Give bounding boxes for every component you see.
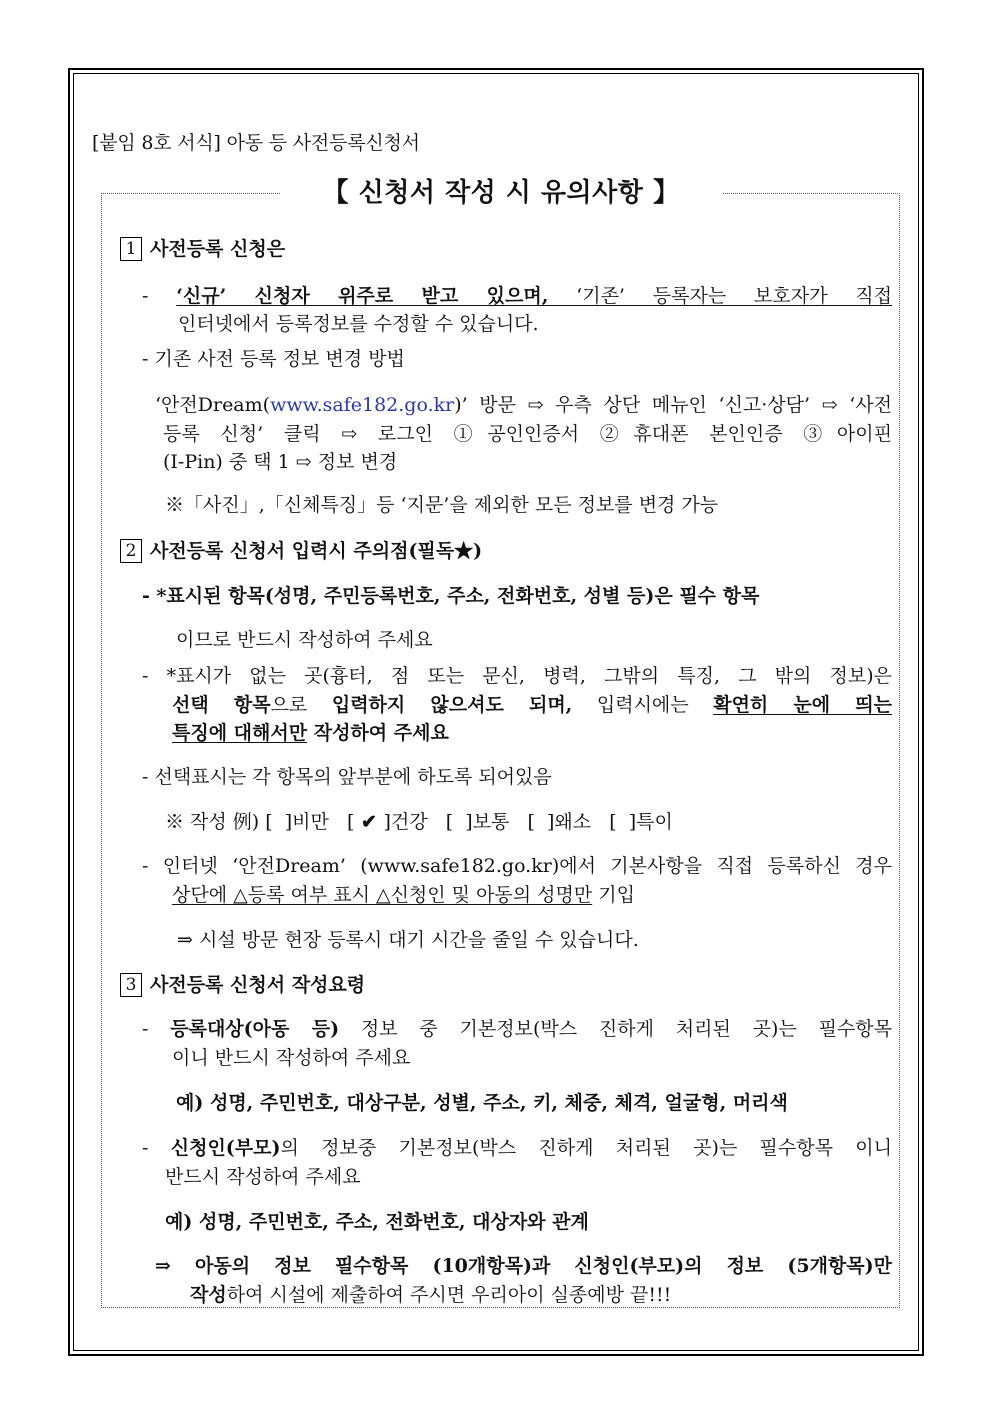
section-1-heading <box>120 236 285 262</box>
s2-bullet-2-line-2: 선택 항목으로 입력하지 않으셔도 되며, 입력시에는 확연히 눈에 띄는 <box>172 694 892 716</box>
s1-bullet-1-cont: 인터넷에서 등록정보를 수정할 수 있습니다. <box>178 313 539 335</box>
section-3-title: 사전등록 신청서 작성요령 <box>150 974 366 996</box>
s3-bullet-2-cont: 반드시 작성하여 주세요 <box>165 1166 361 1188</box>
s2-bullet-1-cont: 이므로 반드시 작성하여 주세요 <box>176 629 433 651</box>
s2-bullet-1: - *표시된 항목(성명, 주민등록번호, 주소, 전화번호, 성별 등)은 필수 항목 <box>142 585 760 607</box>
s1-bullet-1: - ‘신규’ 신청자 위주로 받고 있으며, ‘기존’ 등록자는 보호자가 직접 <box>142 285 892 307</box>
check-mark-icon: ✔ <box>354 811 384 833</box>
s2-bullet-3: - 선택표시는 각 항목의 앞부분에 하도록 되어있음 <box>142 766 552 788</box>
section-2-number: 2 <box>120 539 142 563</box>
s2-bullet-2-line-3: 특징에 대해서만 작성하여 주세요 <box>172 722 449 744</box>
s1-method-line-2: 등록 신청’ 클릭 ⇨ 로그인 ①공인인증서 ②휴대폰 본인인증 ③아이핀 <box>163 423 892 445</box>
s3-bullet-2: - 신청인(부모)의 정보중 기본정보(박스 진하게 처리된 곳)는 필수항목 이니 <box>142 1137 892 1159</box>
section-3-heading <box>120 972 365 998</box>
form-label: [붙임 8호 서식] 아동 등 사전등록신청서 <box>92 132 420 154</box>
s1-method-line-1: ‘안전Dream(www.safe182.go.kr)’ 방문 ⇨ 우측 상단 메뉴인 ‘신고·상담’ ⇨ ‘사전 <box>155 394 892 416</box>
section-3-number: 3 <box>120 973 142 997</box>
section-2-title: 사전등록 신청서 입력시 주의점(필독★) <box>150 540 483 562</box>
s1-new-applicant-emphasis: ‘신규’ 신청자 위주로 받고 있으며, <box>176 285 549 307</box>
s3-example-1: 예) 성명, 주민번호, 대상구분, 성별, 주소, 키, 체중, 체격, 얼굴형, 머리색 <box>176 1092 788 1114</box>
s1-method-line-3: (I-Pin) 중 택 1 ⇨ 정보 변경 <box>163 451 398 473</box>
s2-bullet-2: - *표시가 없는 곳(흉터, 점 또는 문신, 병력, 그밖의 특징, 그 밖의 정보)은 <box>142 665 892 687</box>
s2-result: ⇒ 시설 방문 현장 등록시 대기 시간을 줄일 수 있습니다. <box>177 929 639 951</box>
s2-bullet-4: - 인터넷 ‘안전Dream’ (www.safe182.go.kr)에서 기본사항을 직접 등록하신 경우 <box>142 855 892 877</box>
s2-check-example: ※ 작성 例) [ ]비만 [ ✔ ]건강 [ ]보통 [ ]왜소 [ ]특이 <box>165 811 673 833</box>
s3-bullet-1-cont: 이니 반드시 작성하여 주세요 <box>172 1047 411 1069</box>
s3-final-line-1: ⇒ 아동의 정보 필수항목 (10개항목)과 신청인(부모)의 정보 (5개항목)만 <box>155 1255 892 1277</box>
safe182-link[interactable]: www.safe182.go.kr <box>270 394 455 416</box>
s3-final-line-2: 작성하여 시설에 제출하여 주시면 우리아이 실종예방 끝!!! <box>190 1284 672 1306</box>
s1-bullet-2: - 기존 사전 등록 정보 변경 방법 <box>142 348 405 370</box>
s2-bullet-4-line-2: 상단에 △등록 여부 표시 △신청인 및 아동의 성명만 기입 <box>172 884 635 906</box>
s3-example-2: 예) 성명, 주민번호, 주소, 전화번호, 대상자와 관계 <box>165 1211 589 1233</box>
s3-bullet-1: - 등록대상(아동 등) 정보 중 기본정보(박스 진하게 처리된 곳)는 필수항목 <box>142 1018 892 1040</box>
section-1-title: 사전등록 신청은 <box>150 238 286 260</box>
section-1-number: 1 <box>120 237 142 261</box>
notice-title: 【 신청서 작성 시 유의사항 】 <box>280 172 722 209</box>
s1-note: ※「사진」,「신체특징」등 ‘지문’을 제외한 모든 정보를 변경 가능 <box>165 494 719 516</box>
section-2-heading <box>120 538 482 564</box>
